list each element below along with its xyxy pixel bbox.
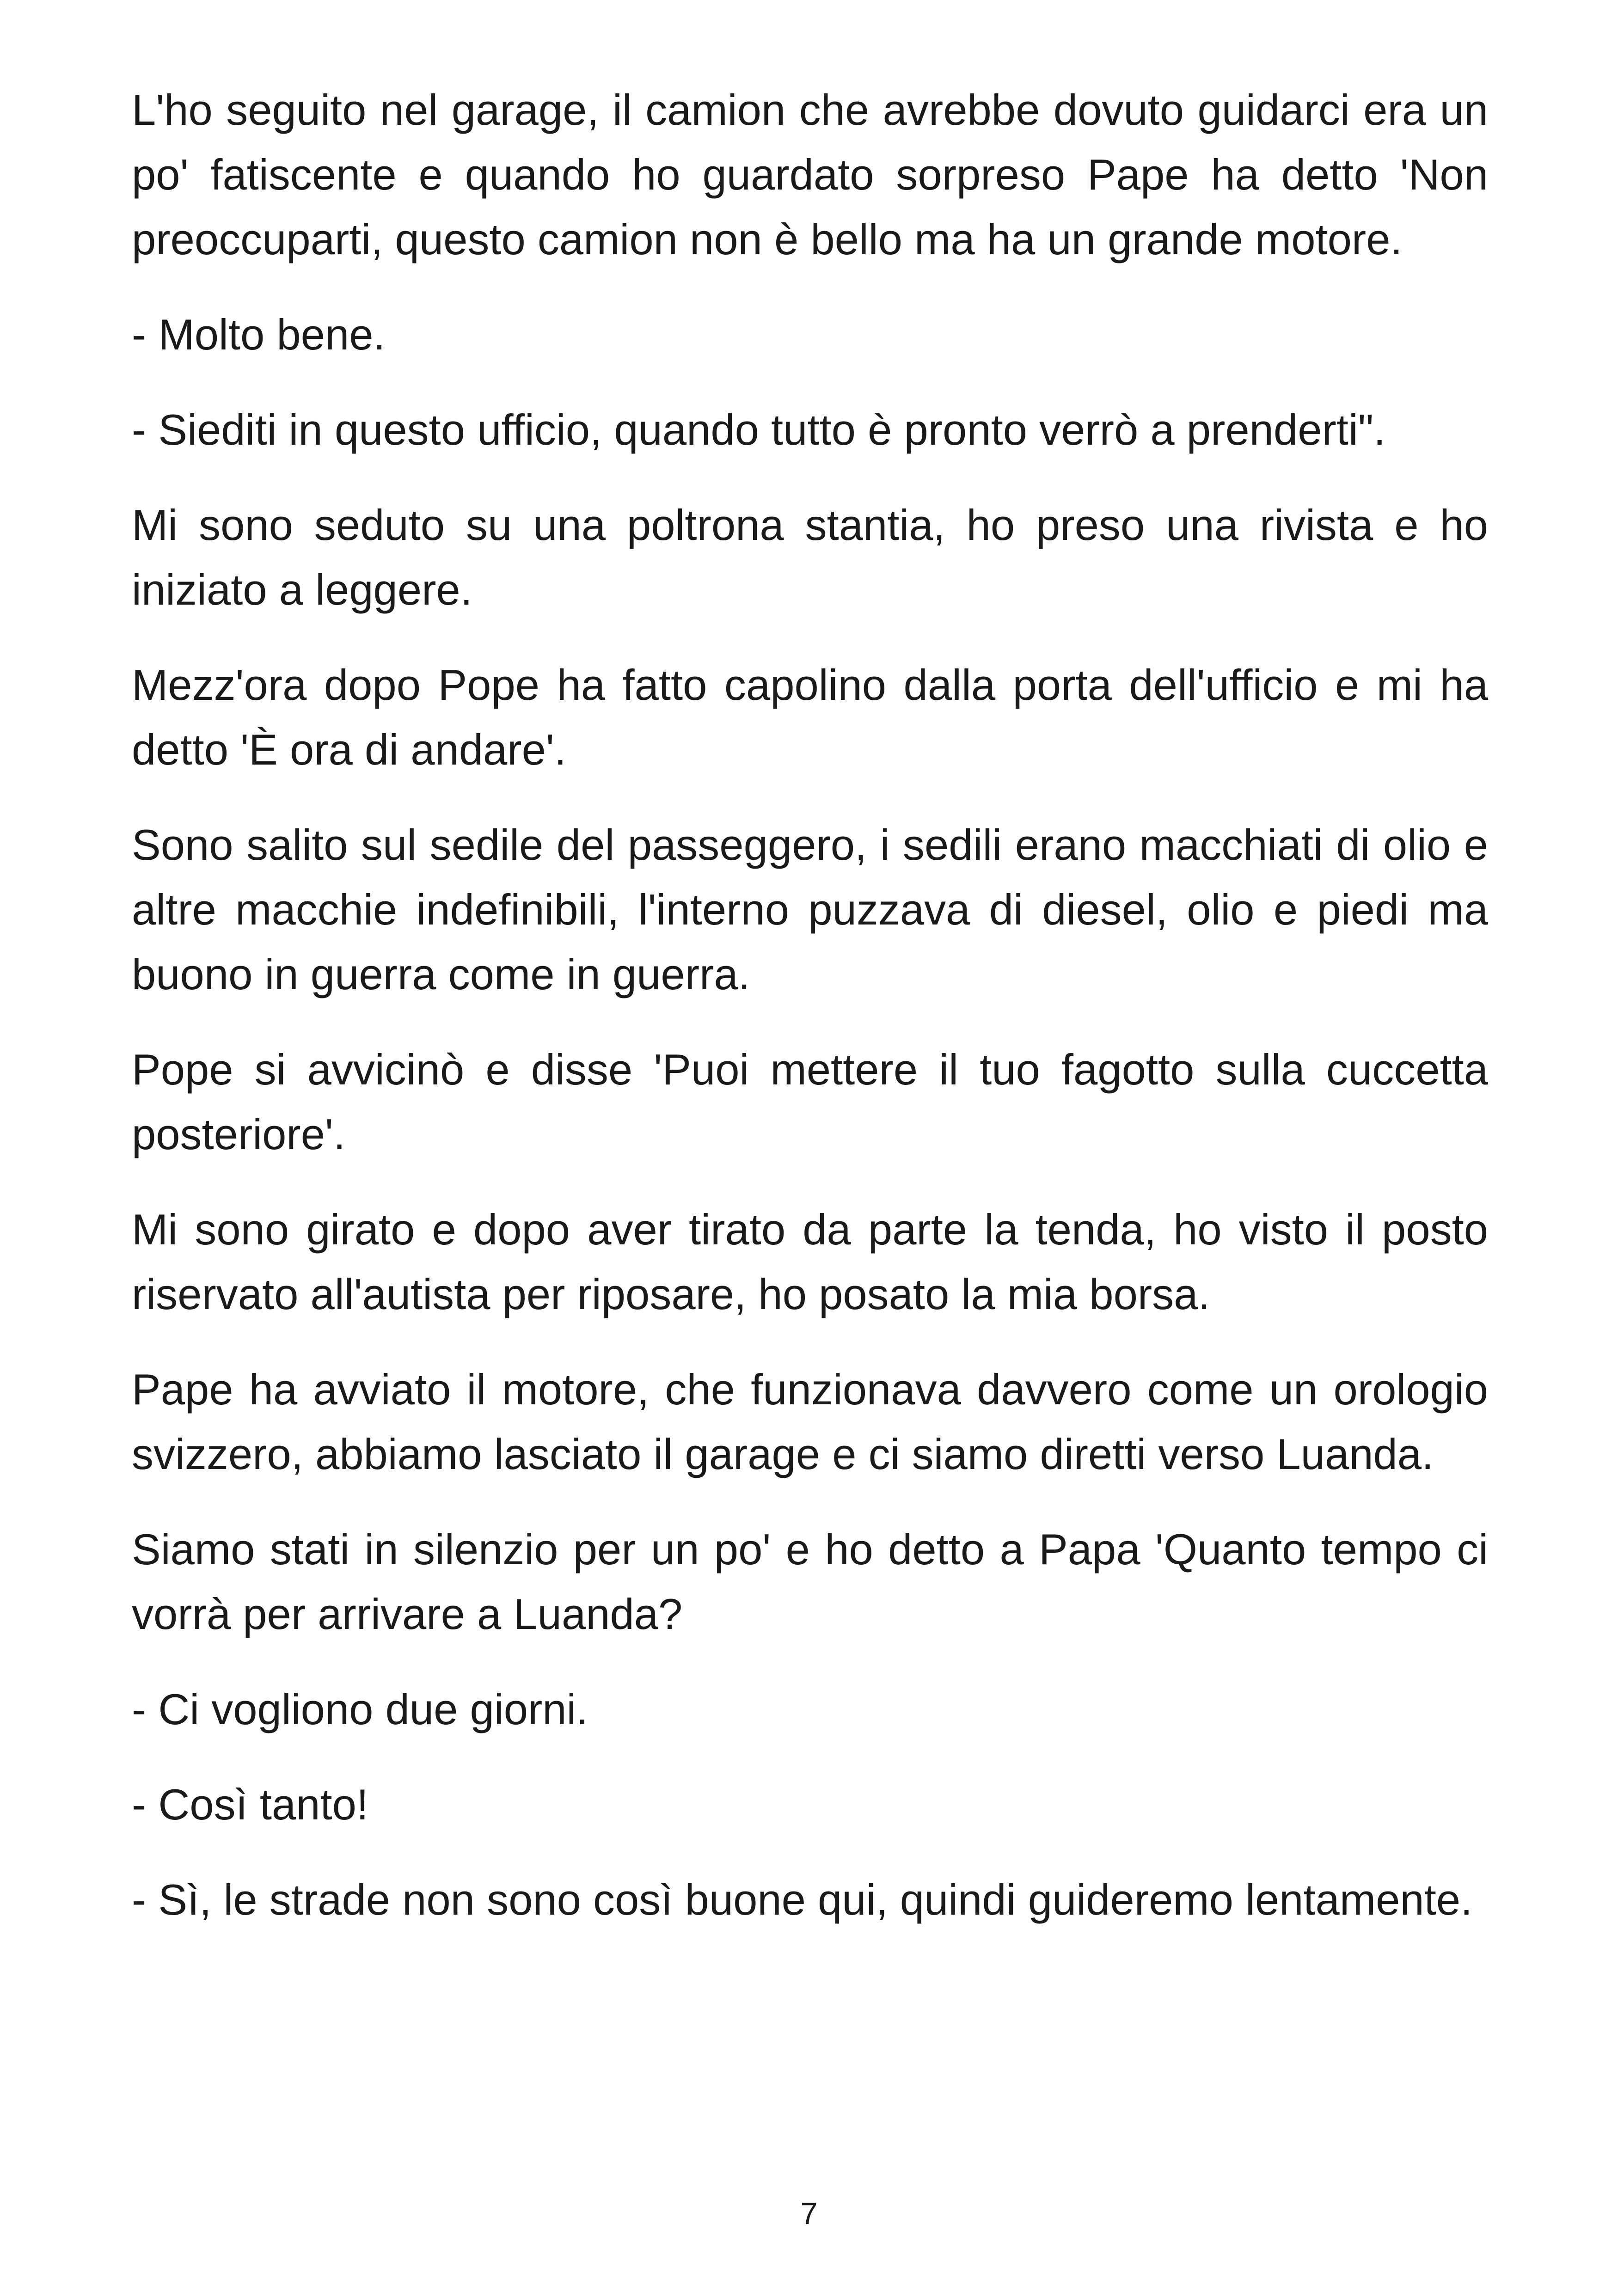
paragraph: Sono salito sul sedile del passeggero, i sedili erano macchiati di olio e altre macchie indefinibili, l'interno puzzava di diesel, olio e piedi ma buono in guerra come in guerra. <box>132 820 1488 998</box>
paragraph: - Sì, le strade non sono così buone qui, quindi guideremo lentamente. <box>132 1875 1473 1924</box>
paragraph: Pape ha avviato il motore, che funzionava davvero come un orologio svizzero, abbiamo lasciato il garage e ci siamo diretti verso Luanda. <box>132 1365 1488 1478</box>
paragraph: Mi sono seduto su una poltrona stantia, ho preso una rivista e ho iniziato a leggere. <box>132 501 1488 614</box>
paragraph: L'ho seguito nel garage, il camion che avrebbe dovuto guidarci era un po' fatiscente e quando ho guardato sorpreso Pape ha detto 'Non preoccuparti, questo camion non è bello ma ha un grande motore. <box>132 86 1488 263</box>
body-text <box>132 78 1488 1932</box>
paragraph: - Così tanto! <box>132 1780 368 1829</box>
paragraph: Pope si avvicinò e disse 'Puoi mettere il tuo fagotto sulla cuccetta posteriore'. <box>132 1045 1488 1158</box>
paragraph: - Siediti in questo ufficio, quando tutto è pronto verrò a prenderti". <box>132 405 1386 454</box>
paragraph: - Ci vogliono due giorni. <box>132 1685 588 1733</box>
page-number: 7 <box>800 2196 818 2230</box>
paragraph: - Molto bene. <box>132 310 386 359</box>
paragraph: Siamo stati in silenzio per un po' e ho detto a Papa 'Quanto tempo ci vorrà per arrivare a Luanda? <box>132 1525 1488 1638</box>
paragraph: Mezz'ora dopo Pope ha fatto capolino dalla porta dell'ufficio e mi ha detto 'È ora di andare'. <box>132 661 1488 774</box>
paragraph: Mi sono girato e dopo aver tirato da parte la tenda, ho visto il posto riservato all'autista per riposare, ho posato la mia borsa. <box>132 1205 1488 1318</box>
